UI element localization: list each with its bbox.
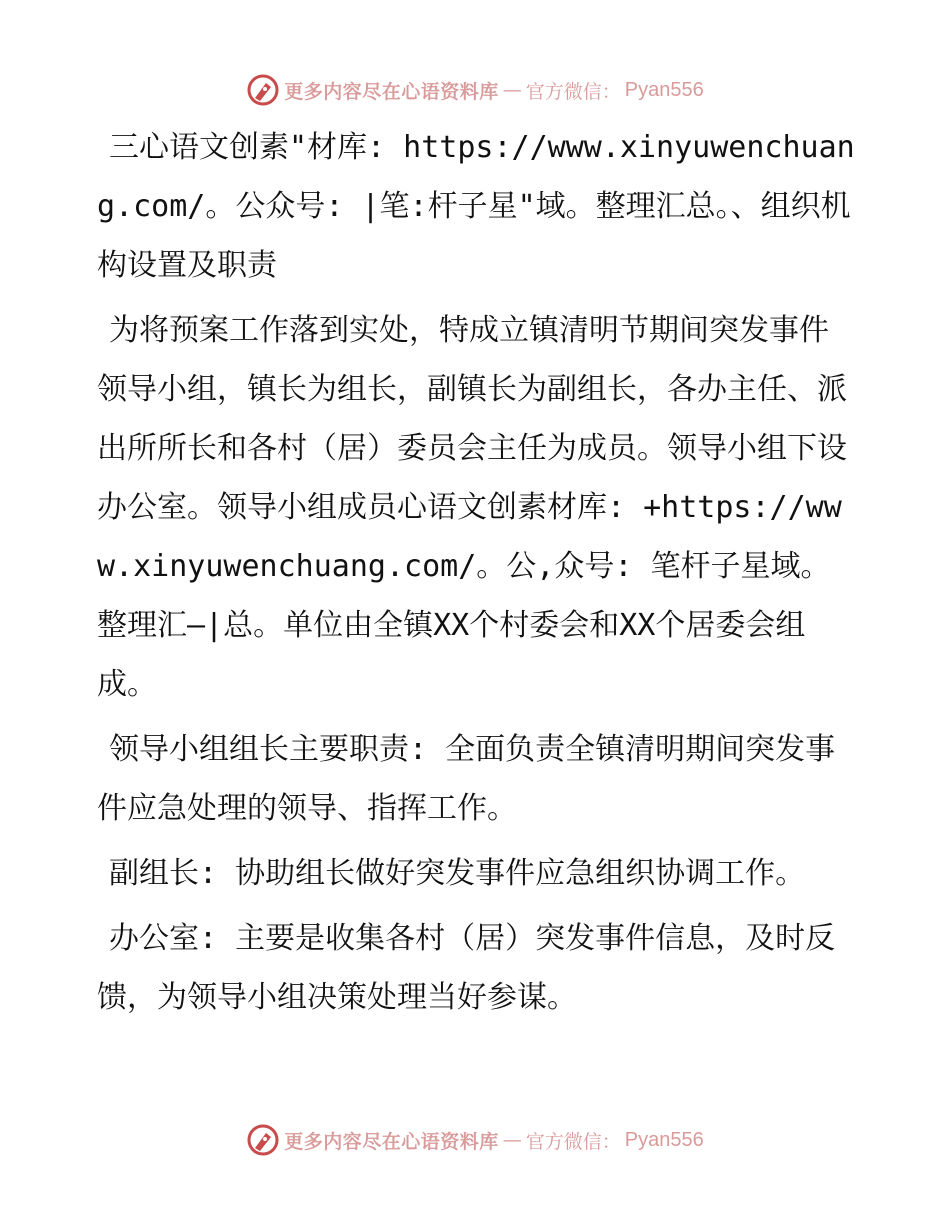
footer-banner (0, 1120, 950, 1160)
paragraph-3-text: 领导小组组长主要职责: 全面负责全镇清明期间突发事件应急处理的领导、指挥工作。 (97, 732, 836, 826)
header-banner-content (246, 73, 704, 107)
paragraph-1-text: 三心语文创素"材库: https://www.xinyuwenchuang.com/。公众号: |笔:杆子星"域。整理汇总。、组织机构设置及职责 (97, 130, 855, 283)
paragraph-5 (97, 909, 857, 1027)
header-banner-text: 更多内容尽在心语资料库 (284, 80, 499, 103)
document-body (97, 118, 857, 1027)
footer-banner-text: 更多内容尽在心语资料库 (284, 1130, 499, 1153)
paragraph-5-text: 办公室: 主要是收集各村（居）突发事件信息，及时反馈，为领导小组决策处理当好参谋。 (97, 921, 836, 1015)
paragraph-4-text: 副组长: 协助组长做好突发事件应急组织协调工作。 (109, 856, 806, 891)
footer-banner-label: 官方微信： (525, 1130, 621, 1153)
paragraph-3 (97, 720, 857, 838)
paragraph-2-text: 为将预案工作落到实处，特成立镇清明节期间突发事件领导小组，镇长为组长，副镇长为副组长，各办主任、派出所所长和各村（居）委员会主任为成员。领导小组下设办公室。领导小组成员心语文创素材库: +https://www.xinyuwenchuang.com/。公,众号: 笔杆子星域。整理汇—|总。单位由全镇XX个村委会和XX个居委会组成。 (97, 313, 847, 702)
pen-nib-logo-icon (246, 1123, 280, 1157)
header-banner (0, 70, 950, 110)
footer-banner-content (246, 1123, 704, 1157)
paragraph-2 (97, 301, 857, 714)
paragraph-1 (97, 118, 857, 295)
pen-nib-logo-icon (246, 73, 280, 107)
footer-banner-separator: — (502, 1129, 522, 1151)
footer-banner-id: Pyan556 (624, 1128, 704, 1151)
header-banner-separator: — (502, 79, 522, 101)
header-banner-id: Pyan556 (624, 78, 704, 101)
header-banner-label: 官方微信： (525, 80, 621, 103)
paragraph-4 (97, 844, 857, 903)
